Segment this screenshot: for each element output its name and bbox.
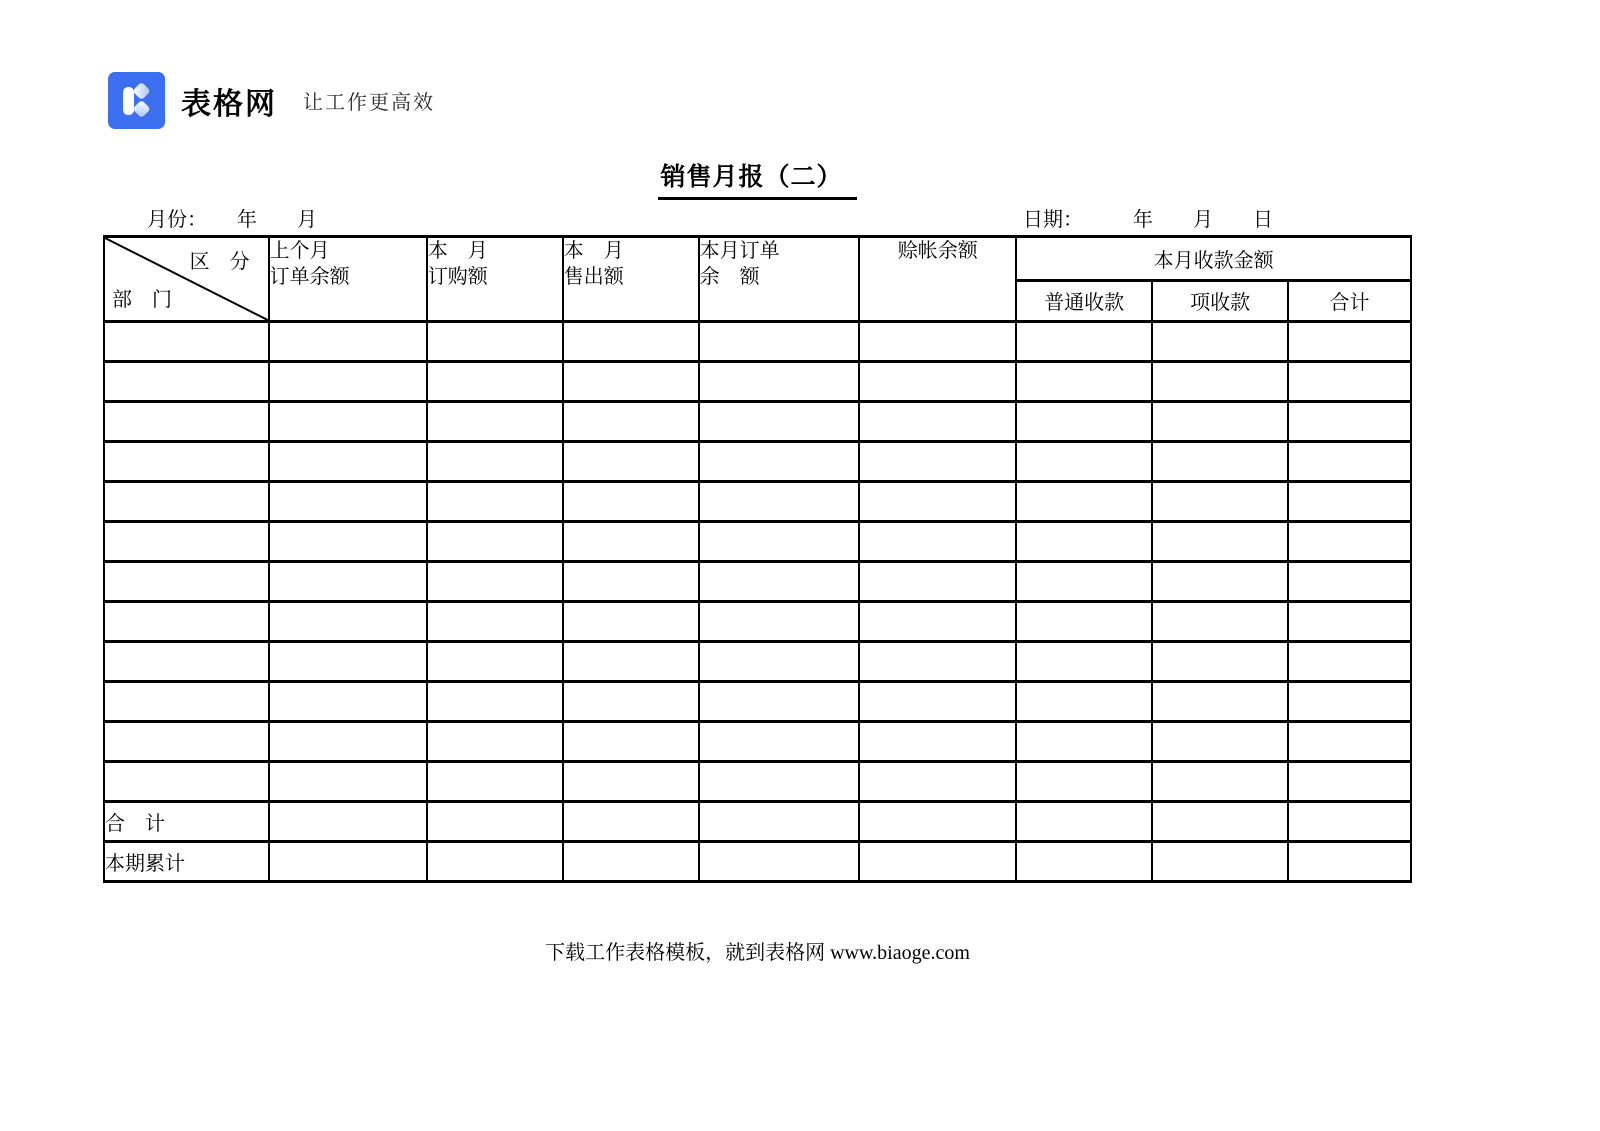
empty-cell [269, 402, 427, 442]
empty-cell [699, 402, 860, 442]
empty-cell [269, 642, 427, 682]
table-row [104, 442, 1411, 482]
empty-cell [1152, 442, 1288, 482]
empty-cell [269, 762, 427, 802]
subheader-item-receipts: 项收款 [1152, 280, 1288, 322]
empty-cell [427, 642, 563, 682]
empty-cell [859, 322, 1016, 362]
empty-cell [104, 442, 269, 482]
empty-cell [859, 522, 1016, 562]
empty-cell [699, 562, 860, 602]
empty-cell [1288, 482, 1411, 522]
col-header-prev-month-order-balance [269, 237, 427, 322]
table-row [104, 402, 1411, 442]
table-row [104, 602, 1411, 642]
empty-cell [104, 602, 269, 642]
empty-cell [1288, 522, 1411, 562]
empty-cell [269, 842, 427, 882]
brand-tagline: 让工作更高效 [303, 92, 435, 114]
table-row [104, 682, 1411, 722]
header-line: 赊帐余额 [897, 240, 978, 262]
empty-cell [859, 762, 1016, 802]
summary-label-cumulative: 本期累计 [104, 842, 269, 882]
col-header-credit-balance [859, 237, 1016, 322]
corner-label-category: 区 分 [189, 251, 250, 273]
empty-cell [1152, 722, 1288, 762]
empty-cell [563, 802, 699, 842]
empty-cell [1152, 482, 1288, 522]
empty-cell [427, 322, 563, 362]
empty-cell [699, 482, 860, 522]
empty-cell [699, 642, 860, 682]
empty-cell [269, 362, 427, 402]
empty-cell [1288, 842, 1411, 882]
empty-cell [1016, 562, 1152, 602]
empty-cell [859, 602, 1016, 642]
header-line: 余 额 [699, 266, 760, 288]
empty-cell [269, 522, 427, 562]
empty-cell [1152, 402, 1288, 442]
empty-cell [427, 442, 563, 482]
empty-cell [1288, 362, 1411, 402]
empty-cell [563, 402, 699, 442]
empty-cell [859, 842, 1016, 882]
corner-cell [104, 237, 269, 322]
group-header-month-receipts: 本月收款金额 [1016, 237, 1411, 281]
empty-cell [427, 722, 563, 762]
empty-cell [1016, 642, 1152, 682]
empty-cell [859, 682, 1016, 722]
empty-cell [1152, 682, 1288, 722]
table-header [104, 237, 1411, 322]
empty-cell [1016, 442, 1152, 482]
empty-cell [1152, 802, 1288, 842]
empty-cell [269, 602, 427, 642]
footer-text: 下载工作表格模板，就到表格网 www.biaoge.com [545, 942, 970, 964]
empty-cell [1152, 762, 1288, 802]
empty-cell [104, 682, 269, 722]
empty-cell [1152, 362, 1288, 402]
empty-cell [1288, 402, 1411, 442]
brand-header [108, 72, 435, 129]
header-line: 订购额 [427, 266, 488, 288]
empty-cell [563, 842, 699, 882]
empty-cell [1288, 802, 1411, 842]
table-row [104, 522, 1411, 562]
col-header-month-order-balance [699, 237, 860, 322]
table-row [104, 562, 1411, 602]
empty-cell [104, 362, 269, 402]
empty-cell [104, 522, 269, 562]
table-row [104, 762, 1411, 802]
empty-cell [1288, 602, 1411, 642]
empty-cell [1288, 682, 1411, 722]
empty-cell [1288, 762, 1411, 802]
table-row [104, 482, 1411, 522]
meta-row [103, 208, 1412, 232]
empty-cell [1288, 642, 1411, 682]
col-header-month-order-amount [427, 237, 563, 322]
empty-cell [1016, 522, 1152, 562]
empty-cell [269, 722, 427, 762]
empty-cell [104, 642, 269, 682]
empty-cell [699, 722, 860, 762]
empty-cell [563, 762, 699, 802]
report-document [103, 157, 1412, 883]
empty-cell [427, 762, 563, 802]
empty-cell [1016, 682, 1152, 722]
header-line: 本月订单 [699, 240, 780, 262]
empty-cell [1288, 722, 1411, 762]
empty-cell [1152, 562, 1288, 602]
page-title: 销售月报（二） [658, 157, 856, 200]
empty-cell [427, 482, 563, 522]
empty-cell [1288, 322, 1411, 362]
empty-cell [859, 722, 1016, 762]
empty-cell [104, 722, 269, 762]
table-row [104, 322, 1411, 362]
empty-cell [1288, 562, 1411, 602]
empty-cell [699, 442, 860, 482]
empty-cell [859, 482, 1016, 522]
empty-cell [269, 682, 427, 722]
empty-cell [104, 402, 269, 442]
empty-cell [427, 362, 563, 402]
empty-cell [1016, 402, 1152, 442]
empty-cell [269, 482, 427, 522]
empty-cell [859, 562, 1016, 602]
summary-body [104, 802, 1411, 882]
empty-cell [1016, 802, 1152, 842]
empty-cell [563, 482, 699, 522]
empty-cell [859, 802, 1016, 842]
empty-cell [859, 402, 1016, 442]
empty-cell [427, 842, 563, 882]
empty-cell [699, 602, 860, 642]
summary-row-total [104, 802, 1411, 842]
empty-cell [1016, 602, 1152, 642]
empty-cell [427, 522, 563, 562]
empty-cell [563, 642, 699, 682]
empty-cell [1152, 642, 1288, 682]
empty-cell [427, 802, 563, 842]
title-row [103, 157, 1412, 200]
empty-cell [699, 522, 860, 562]
empty-cell [859, 642, 1016, 682]
empty-cell [427, 602, 563, 642]
empty-cell [563, 562, 699, 602]
table-row [104, 642, 1411, 682]
empty-cell [1016, 842, 1152, 882]
subheader-normal-receipts: 普通收款 [1016, 280, 1152, 322]
header-line: 上个月 [269, 240, 330, 262]
empty-rows-body [104, 322, 1411, 802]
table-row [104, 722, 1411, 762]
empty-cell [563, 322, 699, 362]
empty-cell [699, 362, 860, 402]
table-row [104, 362, 1411, 402]
sales-report-table [103, 235, 1412, 883]
empty-cell [427, 682, 563, 722]
empty-cell [269, 802, 427, 842]
empty-cell [1152, 602, 1288, 642]
empty-cell [699, 802, 860, 842]
empty-cell [563, 522, 699, 562]
month-field: 月份： 年 月 [147, 209, 317, 231]
date-field: 日期： 年 月 日 [1023, 209, 1273, 231]
empty-cell [563, 362, 699, 402]
empty-cell [699, 842, 860, 882]
summary-row-cumulative [104, 842, 1411, 882]
empty-cell [104, 482, 269, 522]
empty-cell [699, 682, 860, 722]
empty-cell [269, 322, 427, 362]
summary-label-total: 合 计 [104, 802, 269, 842]
empty-cell [269, 442, 427, 482]
empty-cell [859, 362, 1016, 402]
empty-cell [269, 562, 427, 602]
empty-cell [699, 762, 860, 802]
header-line: 订单余额 [269, 266, 350, 288]
biaoge-logo-icon [108, 72, 165, 129]
empty-cell [1152, 842, 1288, 882]
empty-cell [563, 442, 699, 482]
header-line: 本 月 [427, 240, 488, 262]
col-header-month-sold-amount [563, 237, 699, 322]
empty-cell [859, 442, 1016, 482]
empty-cell [1016, 482, 1152, 522]
header-line: 本 月 [563, 240, 624, 262]
empty-cell [563, 722, 699, 762]
subheader-total: 合计 [1288, 280, 1411, 322]
empty-cell [104, 562, 269, 602]
empty-cell [1016, 362, 1152, 402]
corner-label-department: 部 门 [112, 289, 172, 311]
empty-cell [563, 602, 699, 642]
empty-cell [1016, 322, 1152, 362]
empty-cell [104, 762, 269, 802]
empty-cell [427, 562, 563, 602]
brand-name: 表格网 [181, 87, 277, 121]
empty-cell [427, 402, 563, 442]
empty-cell [563, 682, 699, 722]
header-line: 售出额 [563, 266, 624, 288]
empty-cell [104, 322, 269, 362]
empty-cell [1016, 722, 1152, 762]
empty-cell [1152, 322, 1288, 362]
empty-cell [1288, 442, 1411, 482]
empty-cell [1152, 522, 1288, 562]
empty-cell [1016, 762, 1152, 802]
empty-cell [699, 322, 860, 362]
